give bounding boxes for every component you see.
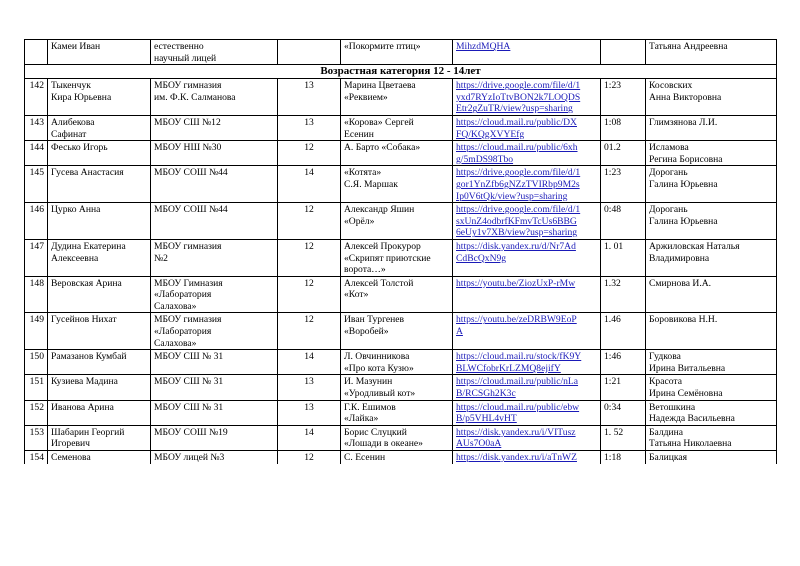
table-row bbox=[25, 451, 777, 464]
time-value: 1:46 bbox=[604, 351, 622, 363]
cell-link bbox=[453, 313, 601, 350]
time-value: 1:23 bbox=[604, 80, 622, 92]
cell-work bbox=[341, 375, 453, 400]
num-value: 154 bbox=[29, 452, 44, 463]
school-line: МБОУ Гимназия bbox=[154, 277, 223, 289]
video-link[interactable]: https://disk.yandex.ru/i/VITusz bbox=[456, 426, 576, 438]
table-row bbox=[25, 400, 777, 425]
teacher-line: Дорогань bbox=[649, 167, 688, 179]
teacher-line: Ирина Витальевна bbox=[649, 362, 726, 374]
video-link[interactable]: A bbox=[456, 326, 463, 338]
cell-name bbox=[48, 166, 151, 203]
work-line: «Покормите птиц» bbox=[344, 41, 421, 52]
cell-link bbox=[453, 350, 601, 375]
cell-time bbox=[601, 375, 646, 400]
teacher-line: Красота bbox=[649, 376, 682, 388]
cell-num bbox=[25, 313, 48, 350]
teacher-line: Аржиловская Наталья bbox=[649, 240, 740, 252]
cell-work bbox=[341, 203, 453, 240]
cell-num bbox=[25, 425, 48, 450]
cell-link bbox=[453, 400, 601, 425]
num-value: 146 bbox=[29, 204, 44, 216]
work-line: Алексей Прокурор bbox=[344, 240, 421, 252]
school-line: «Лаборатория bbox=[154, 326, 212, 338]
age-value: 14 bbox=[304, 426, 314, 438]
cell-age bbox=[278, 40, 341, 65]
teacher-line: Балицкая bbox=[649, 452, 688, 463]
table-row bbox=[25, 203, 777, 240]
cell-link bbox=[453, 425, 601, 450]
teacher-line: Исламова bbox=[649, 142, 689, 154]
num-value: 145 bbox=[29, 167, 44, 179]
cell-num bbox=[25, 166, 48, 203]
video-link[interactable]: MihzdMQHA bbox=[456, 41, 511, 52]
video-link[interactable]: AUs7O0aA bbox=[456, 438, 502, 450]
cell-school bbox=[151, 400, 278, 425]
school-line: естественно bbox=[154, 41, 204, 52]
work-line: Борис Слуцкий bbox=[344, 426, 407, 438]
age-value: 13 bbox=[304, 80, 314, 92]
teacher-line: Надежда Васильевна bbox=[649, 413, 735, 425]
cell-age bbox=[278, 425, 341, 450]
work-line: А. Барто «Собака» bbox=[344, 142, 421, 154]
work-line: «Корова» Сергей bbox=[344, 116, 414, 128]
work-line: «Лошади в океане» bbox=[344, 438, 423, 450]
num-value: 148 bbox=[29, 277, 44, 289]
cell-school bbox=[151, 350, 278, 375]
school-line: МБОУ гимназия bbox=[154, 240, 222, 252]
cell-age bbox=[278, 115, 341, 140]
time-value: 1. 52 bbox=[604, 426, 624, 438]
work-line: «Реквием» bbox=[344, 91, 388, 103]
cell-time bbox=[601, 115, 646, 140]
teacher-line: Балдина bbox=[649, 426, 684, 438]
time-value: 1.46 bbox=[604, 314, 621, 326]
video-link[interactable]: FQ/KQgXVYEfg bbox=[456, 128, 525, 140]
cell-time bbox=[601, 203, 646, 240]
cell-time bbox=[601, 276, 646, 313]
work-line: Алексей Толстой bbox=[344, 277, 414, 289]
cell-work bbox=[341, 40, 453, 65]
cell-time bbox=[601, 313, 646, 350]
age-value: 12 bbox=[304, 240, 314, 252]
video-link[interactable]: https://cloud.mail.ru/public/nLa bbox=[456, 376, 579, 388]
table-row bbox=[25, 375, 777, 400]
num-value: 150 bbox=[29, 351, 44, 363]
cell-work bbox=[341, 141, 453, 166]
work-line: И. Мазунин bbox=[344, 376, 393, 388]
work-line: ворота…» bbox=[344, 264, 386, 276]
num-value: 147 bbox=[29, 240, 44, 252]
table-row bbox=[25, 115, 777, 140]
cell-num bbox=[25, 239, 48, 276]
video-link[interactable]: B/RCSGh2K3c bbox=[456, 388, 516, 400]
cell-time bbox=[601, 239, 646, 276]
cell-teacher bbox=[646, 425, 777, 450]
cell-teacher bbox=[646, 79, 777, 116]
age-value: 12 bbox=[304, 314, 314, 326]
cell-school bbox=[151, 313, 278, 350]
age-value: 14 bbox=[304, 167, 314, 179]
cell-link bbox=[453, 375, 601, 400]
cell-link bbox=[453, 40, 601, 65]
video-link[interactable]: https://youtu.be/ZiozUxP-rMw bbox=[456, 277, 576, 289]
time-value: 1:23 bbox=[604, 167, 622, 179]
cell-age bbox=[278, 276, 341, 313]
work-line: Л. Овчинникова bbox=[344, 351, 410, 363]
cell-name bbox=[48, 79, 151, 116]
cell-num bbox=[25, 451, 48, 464]
work-line: Есенин bbox=[344, 128, 374, 140]
cell-num bbox=[25, 79, 48, 116]
time-value: 01.2 bbox=[604, 142, 621, 154]
teacher-line: Дорогань bbox=[649, 204, 688, 216]
video-link[interactable]: https://cloud.mail.ru/public/6xh bbox=[456, 142, 578, 154]
school-line: МБОУ НШ №30 bbox=[154, 142, 222, 154]
video-link[interactable]: B/p5VHL4vHT bbox=[456, 413, 517, 425]
cell-name bbox=[48, 203, 151, 240]
cell-num bbox=[25, 375, 48, 400]
cell-name bbox=[48, 375, 151, 400]
name-line: Камеи Иван bbox=[51, 41, 101, 52]
table-row bbox=[25, 79, 777, 116]
participants-table bbox=[24, 39, 777, 464]
video-link[interactable]: https://youtu.be/zeDRBW9EoP bbox=[456, 314, 577, 326]
school-line: МБОУ СОШ №44 bbox=[154, 167, 228, 179]
teacher-line: Татьяна Андреевна bbox=[649, 41, 728, 52]
video-link[interactable]: 6eUy1v7XB/view?usp=sharing bbox=[456, 227, 578, 239]
teacher-line: Галина Юрьевна bbox=[649, 178, 718, 190]
cell-school bbox=[151, 115, 278, 140]
table-row bbox=[25, 166, 777, 203]
cell-num bbox=[25, 400, 48, 425]
cell-work bbox=[341, 451, 453, 464]
cell-teacher bbox=[646, 239, 777, 276]
video-link[interactable]: CdBcQxN9g bbox=[456, 252, 507, 264]
age-value: 13 bbox=[304, 376, 314, 388]
cell-school bbox=[151, 141, 278, 166]
cell-teacher bbox=[646, 141, 777, 166]
num-value: 149 bbox=[29, 314, 44, 326]
time-value: 1. 01 bbox=[604, 240, 624, 252]
school-line: МБОУ лицей №3 bbox=[154, 452, 225, 463]
name-line: Цурко Анна bbox=[51, 204, 101, 216]
cell-age bbox=[278, 400, 341, 425]
cell-name bbox=[48, 141, 151, 166]
cell-link bbox=[453, 79, 601, 116]
name-line: Алибекова bbox=[51, 116, 95, 128]
school-line: Салахова» bbox=[154, 337, 197, 349]
school-line: МБОУ СШ №12 bbox=[154, 116, 221, 128]
cell-school bbox=[151, 40, 278, 65]
name-line: Иванова Арина bbox=[51, 401, 114, 413]
cell-age bbox=[278, 313, 341, 350]
school-line: МБОУ гимназия bbox=[154, 80, 222, 92]
cell-teacher bbox=[646, 40, 777, 65]
cell-age bbox=[278, 141, 341, 166]
time-value: 0:34 bbox=[604, 401, 622, 413]
name-line: Гусейнов Нихат bbox=[51, 314, 117, 326]
cell-num bbox=[25, 141, 48, 166]
cell-name bbox=[48, 350, 151, 375]
cell-work bbox=[341, 400, 453, 425]
school-line: МБОУ СОШ №44 bbox=[154, 204, 228, 216]
work-line: «Орёл» bbox=[344, 215, 375, 227]
cell-name bbox=[48, 239, 151, 276]
cell-age bbox=[278, 451, 341, 464]
cell-name bbox=[48, 425, 151, 450]
name-line: Алексеевна bbox=[51, 252, 99, 264]
teacher-line: Гудкова bbox=[649, 351, 681, 363]
teacher-line: Косовских bbox=[649, 80, 693, 92]
work-line: «Воробей» bbox=[344, 326, 389, 338]
school-line: научный лицей bbox=[154, 52, 217, 64]
table-row bbox=[25, 313, 777, 350]
num-value: 152 bbox=[29, 401, 44, 413]
video-link[interactable]: https://cloud.mail.ru/public/DX bbox=[456, 116, 577, 128]
video-link[interactable]: Ip0V6tQk/view?usp=sharing bbox=[456, 190, 568, 202]
name-line: Тыкенчук bbox=[51, 80, 91, 92]
school-line: МБОУ СОШ №19 bbox=[154, 426, 228, 438]
cell-link bbox=[453, 276, 601, 313]
school-line: МБОУ СШ № 31 bbox=[154, 401, 224, 413]
cell-link bbox=[453, 239, 601, 276]
cell-work bbox=[341, 115, 453, 140]
cell-num bbox=[25, 40, 48, 65]
cell-name bbox=[48, 276, 151, 313]
section-title: Возрастная категория 12 - 14лет bbox=[25, 65, 777, 79]
video-link[interactable]: https://drive.google.com/file/d/1 bbox=[456, 80, 581, 92]
work-line: Марина Цветаева bbox=[344, 80, 416, 92]
cell-work bbox=[341, 166, 453, 203]
cell-school bbox=[151, 425, 278, 450]
cell-school bbox=[151, 203, 278, 240]
cell-time bbox=[601, 425, 646, 450]
time-value: 1:21 bbox=[604, 376, 622, 388]
school-line: Салахова» bbox=[154, 300, 197, 312]
age-value: 13 bbox=[304, 401, 314, 413]
num-value: 143 bbox=[29, 116, 44, 128]
cell-teacher bbox=[646, 276, 777, 313]
video-link[interactable]: https://drive.google.com/file/d/1 bbox=[456, 204, 581, 216]
time-value: 0:48 bbox=[604, 204, 622, 216]
cell-name bbox=[48, 40, 151, 65]
school-line: МБОУ гимназия bbox=[154, 314, 222, 326]
work-line: «Уродливый кот» bbox=[344, 388, 416, 400]
table-row bbox=[25, 40, 777, 65]
cell-num bbox=[25, 115, 48, 140]
table-row bbox=[25, 276, 777, 313]
age-value: 12 bbox=[304, 452, 314, 463]
name-line: Семенова bbox=[51, 452, 91, 463]
cell-school bbox=[151, 239, 278, 276]
cell-school bbox=[151, 79, 278, 116]
num-value: 153 bbox=[29, 426, 44, 438]
video-link[interactable]: yxd7RYzIoTtvBON2k7LOQDS bbox=[456, 91, 581, 103]
work-line: С.Я. Маршак bbox=[344, 178, 398, 190]
work-line: «Про кота Кузю» bbox=[344, 362, 414, 374]
video-link[interactable]: https://cloud.mail.ru/public/ebw bbox=[456, 401, 580, 413]
cell-school bbox=[151, 451, 278, 464]
age-value: 12 bbox=[304, 142, 314, 154]
name-line: Фесько Игорь bbox=[51, 142, 108, 154]
cell-school bbox=[151, 166, 278, 203]
teacher-line: Ирина Семёновна bbox=[649, 388, 723, 400]
table-row bbox=[25, 141, 777, 166]
num-value: 151 bbox=[29, 376, 44, 388]
age-value: 14 bbox=[304, 351, 314, 363]
work-line: «Котята» bbox=[344, 167, 382, 179]
cell-time bbox=[601, 166, 646, 203]
cell-age bbox=[278, 79, 341, 116]
name-line: Рамазанов Кумбай bbox=[51, 351, 127, 363]
cell-num bbox=[25, 203, 48, 240]
time-value: 1:08 bbox=[604, 116, 622, 128]
cell-age bbox=[278, 166, 341, 203]
cell-teacher bbox=[646, 203, 777, 240]
num-value: 142 bbox=[29, 80, 44, 92]
table-row bbox=[25, 425, 777, 450]
teacher-line: Регина Борисовна bbox=[649, 153, 723, 165]
cell-link bbox=[453, 451, 601, 464]
table-row bbox=[25, 239, 777, 276]
name-line: Гусева Анастасия bbox=[51, 167, 124, 179]
work-line: Г.К. Ешимов bbox=[344, 401, 396, 413]
cell-teacher bbox=[646, 166, 777, 203]
cell-name bbox=[48, 313, 151, 350]
time-value: 1:18 bbox=[604, 452, 622, 463]
teacher-line: Боровикова Н.Н. bbox=[649, 314, 718, 326]
cell-school bbox=[151, 375, 278, 400]
cell-name bbox=[48, 115, 151, 140]
teacher-line: Ветошкина bbox=[649, 401, 696, 413]
video-link[interactable]: sxUnZ4odbrfKFmvTcUs6BBG bbox=[456, 215, 577, 227]
cell-work bbox=[341, 79, 453, 116]
cell-teacher bbox=[646, 375, 777, 400]
teacher-line: Смирнова И.А. bbox=[649, 277, 712, 289]
video-link[interactable]: https://disk.yandex.ru/d/Nr7Ad bbox=[456, 240, 576, 252]
cell-time bbox=[601, 400, 646, 425]
cell-link bbox=[453, 203, 601, 240]
cell-teacher bbox=[646, 350, 777, 375]
name-line: Кузиева Мадина bbox=[51, 376, 118, 388]
cell-time bbox=[601, 40, 646, 65]
work-line: Александр Яшин bbox=[344, 204, 415, 216]
school-line: им. Ф.К. Салманова bbox=[154, 91, 236, 103]
video-link[interactable]: https://drive.google.com/file/d/1 bbox=[456, 167, 581, 179]
age-value: 12 bbox=[304, 277, 314, 289]
teacher-line: Анна Викторовна bbox=[649, 91, 722, 103]
name-line: Кира Юрьевна bbox=[51, 91, 112, 103]
name-line: Дудина Екатерина bbox=[51, 240, 126, 252]
work-line: «Кот» bbox=[344, 289, 369, 301]
teacher-line: Владимировна bbox=[649, 252, 710, 264]
cell-time bbox=[601, 350, 646, 375]
cell-teacher bbox=[646, 451, 777, 464]
video-link[interactable]: https://disk.yandex.ru/i/aTnWZ bbox=[456, 452, 577, 463]
cell-num bbox=[25, 276, 48, 313]
cell-age bbox=[278, 350, 341, 375]
teacher-line: Галина Юрьевна bbox=[649, 215, 718, 227]
cell-age bbox=[278, 375, 341, 400]
school-line: «Лаборатория bbox=[154, 289, 212, 301]
cell-link bbox=[453, 141, 601, 166]
name-line: Сафинат bbox=[51, 128, 87, 140]
video-link[interactable]: gor1YnZfb6gNZzTVIRbp9M2s bbox=[456, 178, 580, 190]
cell-link bbox=[453, 115, 601, 140]
school-line: МБОУ СШ № 31 bbox=[154, 351, 224, 363]
cell-name bbox=[48, 400, 151, 425]
work-line: «Лайка» bbox=[344, 413, 379, 425]
time-value: 1.32 bbox=[604, 277, 621, 289]
cell-time bbox=[601, 451, 646, 464]
cell-teacher bbox=[646, 313, 777, 350]
work-line: С. Есенин bbox=[344, 452, 386, 463]
video-link[interactable]: Etr2gZuTR/view?usp=sharing bbox=[456, 103, 573, 115]
video-link[interactable]: BLWCfobrKrLZMQ8ejifY bbox=[456, 362, 561, 374]
video-link[interactable]: https://cloud.mail.ru/stock/fK9Y bbox=[456, 351, 582, 363]
video-link[interactable]: g/5mDS98Tbo bbox=[456, 153, 514, 165]
work-line: «Скрипят приютские bbox=[344, 252, 431, 264]
cell-work bbox=[341, 350, 453, 375]
cell-num bbox=[25, 350, 48, 375]
table-row bbox=[25, 350, 777, 375]
age-value: 13 bbox=[304, 116, 314, 128]
teacher-line: Глимзянова Л.И. bbox=[649, 116, 718, 128]
cell-school bbox=[151, 276, 278, 313]
cell-name bbox=[48, 451, 151, 464]
school-line: №2 bbox=[154, 252, 168, 264]
name-line: Шабарин Георгий bbox=[51, 426, 125, 438]
cell-work bbox=[341, 313, 453, 350]
cell-work bbox=[341, 425, 453, 450]
name-line: Игоревич bbox=[51, 438, 90, 450]
work-line: Иван Тургенев bbox=[344, 314, 405, 326]
name-line: Веровская Арина bbox=[51, 277, 122, 289]
teacher-line: Татьяна Николаевна bbox=[649, 438, 732, 450]
cell-time bbox=[601, 141, 646, 166]
cell-age bbox=[278, 239, 341, 276]
cell-teacher bbox=[646, 115, 777, 140]
school-line: МБОУ СШ № 31 bbox=[154, 376, 224, 388]
age-value: 12 bbox=[304, 204, 314, 216]
cell-link bbox=[453, 166, 601, 203]
cell-age bbox=[278, 203, 341, 240]
cell-teacher bbox=[646, 400, 777, 425]
num-value: 144 bbox=[29, 142, 44, 154]
cell-work bbox=[341, 239, 453, 276]
cell-work bbox=[341, 276, 453, 313]
cell-time bbox=[601, 79, 646, 116]
section-header-row bbox=[25, 65, 777, 79]
